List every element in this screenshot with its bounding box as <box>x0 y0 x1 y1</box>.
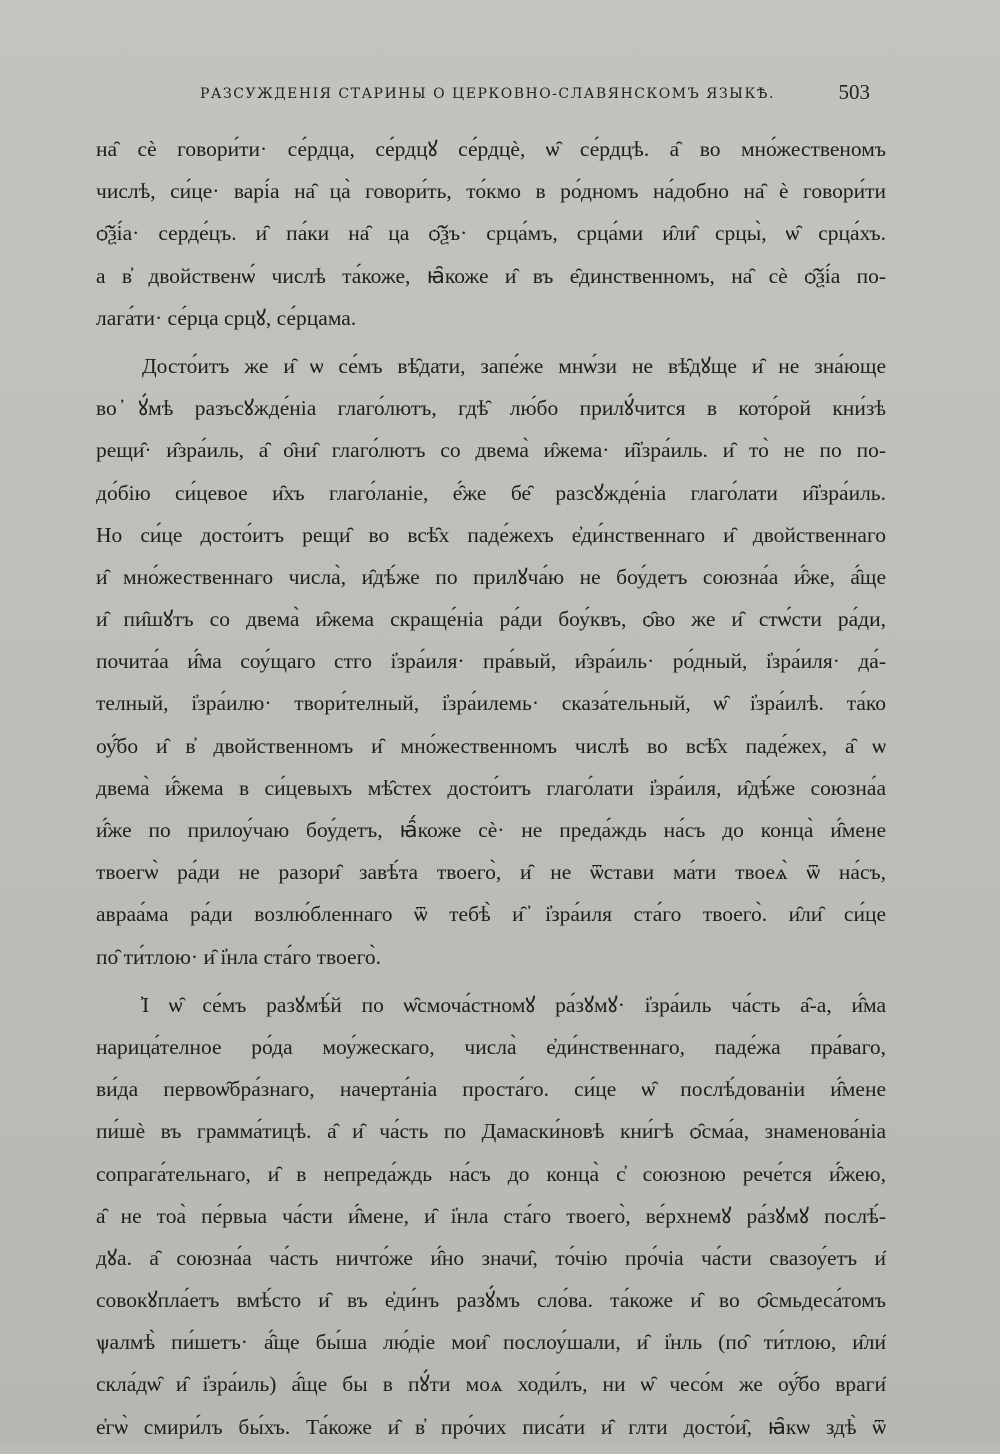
text-line: нарица́телное ро́да моу́жескаго, числа̀ е̓ди́нственнаго, паде́жа пра́ваго, <box>96 1034 886 1059</box>
text-line: до́бію си́цевое и̑хъ глаго́ланіе, е̑́же бе̑ разсꙋжде́ніа глаго́лати и̑і̓зра́иль. <box>96 480 886 505</box>
page-header <box>200 80 870 110</box>
paragraph <box>96 128 886 339</box>
text-line: а в̓ двойственѡ́ числѣ та́коже, ꙗ̑коже и̑ въ е̑динственномъ, на̑ сѐ ѻ̑ѯі́а по- <box>96 263 886 288</box>
text-line: авраа́ма ра́ди возлю́бленнаго ѿ тебѣ̀ и̑ ̓і̓зра́иля ста́го твоего̀. и̑ли̑ си́це <box>96 902 886 927</box>
running-title: РАЗСУЖДЕНІЯ СТАРИНЫ О ЦЕРКОВНО-СЛАВЯНСКОМЪ ЯЗЫКѢ. <box>200 86 775 102</box>
text-line: а̑ не тоа̀ пе́рвыа ча́сти и̑́мене, и̑ і̓нла ста́го твоего̀, ве́рхнемꙋ ра́зꙋмꙋ послѣ́- <box>96 1203 886 1228</box>
text-line: и̑́же по прилоу́чаю боу́детъ, ꙗ̑́коже сѐ· не преда́ждь на́съ до конца̀ и̑́мене <box>96 818 886 842</box>
text-line: и̑ мно́жественнаго числа̀, и̑дѣ́же по прилꙋча́ю не боу́детъ союзна́а и̑́же, а̑́ще <box>96 564 886 589</box>
text-line: оу̑́бо и̑ в̓ двойственномъ и̑ мно́жественномъ числѣ во всѣ̑х паде́жех, а̑ ѡ <box>96 733 886 758</box>
text-line: числѣ, си́це· варі́а на̑ ца̀ говори́ть, то́кмо в ро́дномъ на́добно на̑ ѐ говори́ти <box>96 179 886 204</box>
text-line: двема̀ и̑́жема в си́цевыхъ мѣ̑стех досто́итъ глаго́лати і̓зра́иля, и̑дѣ́же союзна́а <box>96 775 886 800</box>
text-line: пи́шѐ въ грамма́тицѣ. а̑ и̑ ча́сть по Дамаски́новѣ кни́гѣ ѻ̑сма́а, знаменова́ніа <box>96 1119 886 1144</box>
text-line: совокꙋпла́етъ вмѣ́сто и̑ въ е̓ди́нъ разꙋ́мъ сло́ва. та́коже и̑ во ѻ̑смьдеса́томъ <box>96 1288 886 1313</box>
text-line: твоегѡ̀ ра́ди не разори̑ завѣ́та твоего̀, и̑ не ѿстави ма́ти твоеѧ̀ ѿ на́съ, <box>96 860 886 885</box>
text-line: скла́дѡ̑ и̑ і̓зра́иль) а̑́ще бы в пꙋ́ти моѧ ходи́лъ, ни ѡ̑ чесо́м же оу̑́бо враги̑ <box>96 1372 886 1397</box>
text-line: и̑ пи̑шꙋтъ со двема̀ и̑жема скраще́ніа ра́ди боу́квъ, ѻ̑во же и̑ стѡ́сти ра́ди, <box>96 607 886 632</box>
paragraph <box>96 345 886 978</box>
text-line: по̑ ти́тлою· и̑ і̓нла ста́го твоего̀. <box>96 944 381 969</box>
text-line: Досто́итъ же и̑ ѡ се́мъ вѣ̑дати, запе́же мнѡ́зи не вѣ̑дꙋще и̑ не зна́юще <box>142 353 886 378</box>
text-line: на̑ сѐ говори́ти· се́рдца, се́рдцꙋ се́рдцѐ, ѡ̑ се́рдцѣ. а̑ во мно́жественомъ <box>96 137 886 161</box>
body-text <box>96 128 886 1454</box>
text-line: ѻ̑ѯі́а· серде́цъ. и̑ па́ки на̑ ца ѻ̑ѯъ· срца́мъ, срца́ми и̑ли̑ срцы̀, ѡ̑ срца́хъ. <box>96 221 886 246</box>
text-line: почита́а и̑́ма соу́щаго стго і̓зра́иля· пра́вый, и̑зра́иль· ро́дный, і̓зра́иля· да́- <box>96 649 886 674</box>
page-number: 503 <box>838 80 870 104</box>
text-line: е̓гѡ̀ смири́лъ бы́хъ. Та́коже и̑ в̓ про́чих писа́ти и̑ глти досто́и̑, ꙗ̑кѡ здѣ̀ ѿ <box>96 1414 886 1439</box>
text-line: телный, і̓зра́илю· твори́телный, і̓зра́илемь· сказа́тельный, ѡ̑ і̓зра́илѣ. та́ко <box>96 691 886 716</box>
text-line: лага́ти· се́рца срцꙋ, се́рцама. <box>96 305 357 330</box>
text-line: ̓І ѡ̑ се́мъ разꙋмѣ́й по ѡ̑смоча́стномꙋ ра́зꙋмꙋ· і̓зра́иль ча́сть а̑-а, и̑́ма <box>142 992 886 1017</box>
paragraph <box>96 984 886 1448</box>
text-line: дꙋа. а̑ союзна́а ча́сть ничто́же и̑́но значи̑, то́чію про́чіа ча́сти свазоу́етъ и̑ <box>96 1245 886 1270</box>
text-line: ви́да первоѡ̑бра́знаго, начерта́ніа проста́го. си́це ѡ̑ послѣ́дованіи и̑́мене <box>96 1077 886 1102</box>
text-line: во ̓ꙋ́мѣ разъсꙋжде́ніа глаго́лютъ, гдѣ̑ лю́бо прилꙋ́чится в кото́рой кни́зѣ <box>96 396 886 421</box>
text-line: сопрага́тельнаго, и̑ в непреда́ждь на́съ до конца̀ с̓ союзною рече́тся и̑́жею, <box>96 1161 886 1186</box>
text-line: рещи̑· и̑зра́иль, а̑ о̑ни̑ глаго́лютъ со двема̀ и̑жема· и̑і̓зра́иль. и̑ то̀ не по по- <box>96 438 886 463</box>
text-line: Но си́це досто́итъ рещи̑ во всѣ̑х паде́жехъ е̓ди́нственнаго и̑ двойственнаго <box>96 522 886 547</box>
text-line: ѱалмѣ̀ пи́шетъ· а̑́ще бы́ша лю́діе мои̑ послоу́шали, и̑ і̓нль (по̑ ти́тлою, и̑ли̑ <box>96 1330 886 1355</box>
